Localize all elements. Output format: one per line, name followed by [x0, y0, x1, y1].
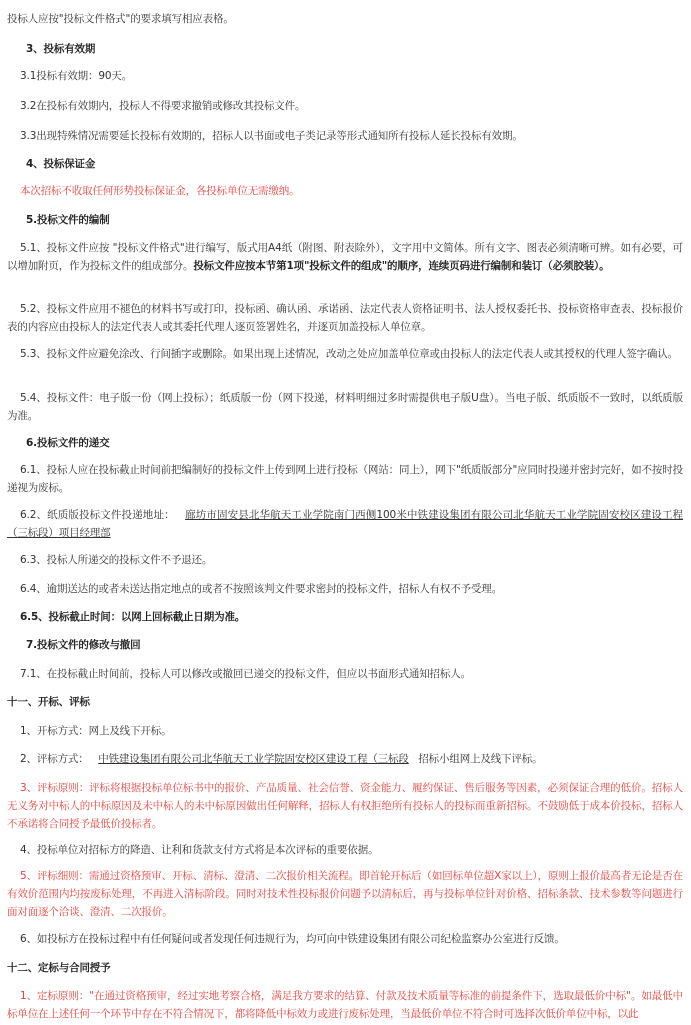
heading-award-contract: 十二、定标与合同授予 — [7, 962, 111, 974]
paragraph-11-6: 6、如投标方在投标过程中有任何疑问或者发现任何违规行为，均可向中铁建设集团有限公司纪检监察办公室进行反馈。 — [20, 933, 565, 945]
heading-bid-bond: 4、投标保证金 — [26, 158, 96, 170]
paragraph-11-2-label: 2、评标方式： — [20, 753, 89, 765]
paragraph-11-2-tail: 招标小组网上及线下评标。 — [418, 753, 543, 765]
paragraph-6-4: 6.4、逾期送达的或者未送达指定地点的或者不按照该判文件要求密封的投标文件，招标人有权不予受理。 — [20, 583, 502, 595]
paragraph-5-1-bold: 投标文件应按本节第1项"投标文件的组成"的顺序，连续页码进行编制和装订（必须胶装）。 — [193, 260, 610, 272]
paragraph-6-2 — [7, 506, 683, 542]
paragraph-bid-bond-note: 本次招标不收取任何形势投标保证金，各投标单位无需缴纳。 — [20, 185, 300, 197]
heading-bid-preparation: 5.投标文件的编制 — [26, 214, 110, 226]
evaluation-project-name: 中铁建设集团有限公司北华航天工业学院固安校区建设工程（三标段 — [98, 753, 409, 765]
paragraph-11-3-evaluation-principle: 3、评标原则：评标将根据投标单位标书中的报价、产品质量、社会信誉、资金能力、履约保证、售后服务等因素，必须保证合理的低价。招标人无义务对中标人的中标原因及未中标人的未中标原因做出任何解释，招标人有权拒绝所有投标人的投标而重新招标。不鼓励低于成本价投标，招标人不承诺将合同授予最低价投标者。 — [7, 782, 683, 830]
paragraph-11-1: 1、开标方式：网上及线下开标。 — [20, 725, 172, 737]
paragraph-12-1-award-principle: 1、定标原则："在通过资格预审，经过实地考察合格，满足我方要求的结算、付款及技术质量等标准的前提条件下，选取最低价中标"。如最低中标单位在上述任何一个环节中存在不符合情况下，都将降低中标效力或进行废标处理，当最低价单位不符合时可选择次低价单位中标，以此 — [7, 990, 683, 1020]
heading-bid-submission: 6.投标文件的递交 — [26, 437, 110, 449]
heading-bid-modification: 7.投标文件的修改与撤回 — [26, 639, 141, 651]
paragraph-6-5: 6.5、投标截止时间：以网上回标截止日期为准。 — [20, 611, 246, 623]
paragraph-11-4: 4、投标单位对招标方的降造、让利和货款支付方式将是本次评标的重要依据。 — [20, 844, 379, 856]
heading-validity-period: 3、投标有效期 — [26, 43, 96, 55]
paragraph-5-2: 5.2、投标文件应用不褪色的材料书写或打印，投标函、确认函、承诺函、法定代表人资格证明书、法人授权委托书、投标资格审查表、投标报价表的内容应由投标人的法定代表人或其委托代理人逐页签署姓名，并逐页加盖投标人单位章。 — [7, 303, 683, 333]
paragraph-3-1: 3.1投标有效期：90天。 — [20, 70, 133, 82]
paragraph-6-3: 6.3、投标人所递交的投标文件不予退还。 — [20, 554, 213, 566]
paragraph-5-1 — [7, 239, 683, 275]
heading-opening-evaluation: 十一、开标、评标 — [7, 696, 90, 708]
submission-address: 廊坊市固安县北华航天工业学院南门西侧100米中铁建设集团有限公司北华航天工业学院固安校区建设工程（三标段）项目经理部 — [7, 509, 683, 539]
paragraph-6-2-label: 6.2、纸质版投标文件投递地址： — [20, 509, 175, 521]
paragraph-3-2: 3.2在投标有效期内，投标人不得要求撤销或修改其投标文件。 — [20, 100, 306, 112]
paragraph-7-1: 7.1、在投标截止时间前，投标人可以修改或撤回已递交的投标文件，但应以书面形式通知招标人。 — [20, 668, 471, 680]
paragraph-6-1: 6.1、投标人应在投标截止时间前把编制好的投标文件上传到网上进行投标（网站：同上），网下"纸质版部分"应同时投递并密封完好，如不按时投递视为废标。 — [7, 464, 683, 494]
paragraph-3-3: 3.3出现特殊情况需要延长投标有效期的，招标人以书面或电子类记录等形式通知所有投标人延长投标有效期。 — [20, 130, 523, 142]
paragraph-5-3: 5.3、投标文件应避免涂改、行间插字或删除。如果出现上述情况，改动之处应加盖单位章或由投标人的法定代表人或其授权的代理人签字确认。 — [20, 348, 678, 360]
paragraph-table-instruction: 投标人应按"投标文件格式"的要求填写相应表格。 — [7, 13, 234, 25]
paragraph-5-4: 5.4、投标文件：电子版一份（网上投标）；纸质版一份（网下投递，材料明细过多时需提供电子版U盘）。当电子版、纸质版不一致时，以纸质版为准。 — [7, 392, 683, 422]
paragraph-5-1-text: 5.1、投标文件应按 "投标文件格式"进行编写，版式用A4纸（附图、附表除外），文字用中文简体。所有文字、图表必须清晰可辨。如有必要，可以增加附页，作为投标文件的组成部分。 — [7, 242, 683, 272]
paragraph-11-2 — [20, 750, 691, 768]
paragraph-11-5-evaluation-rules: 5、评标细则：需通过资格预审、开标、清标、澄清、二次报价相关流程。即首轮开标后（如回标单位超X家以上），原则上报价最高者无论是否在有效价范围内均按废标处理，不再进入清标阶段。同时对技术性投标报价问题予以清标后，再与投标单位针对价格、招标条款、技术参数等问题进行面对面逐个洽谈、澄清、二次报价。 — [7, 870, 683, 918]
